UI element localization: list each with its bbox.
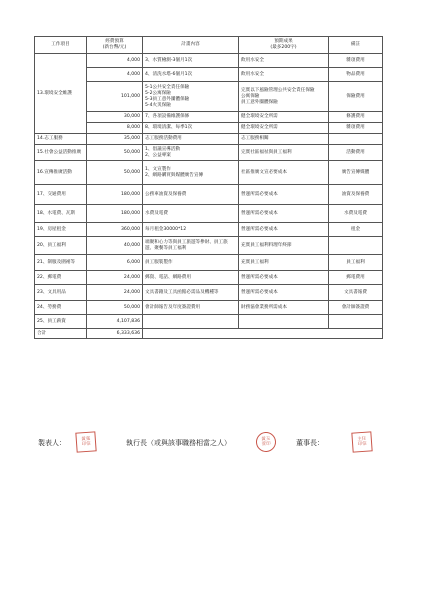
table-row [35,255,383,271]
cell-note: 水費及電費 [329,205,383,223]
cell-item: 15.社會公益活動推廣 [35,145,87,161]
cell-result: 營運所需必要成本 [239,285,329,301]
cell-result: 飲用水安全 [239,54,329,68]
director-stamp-text: 黃玉 萱印 [261,436,271,448]
cell-plan: 會計師報告及年度簽證費用 [143,301,239,315]
cell-item: 20、員工福利 [35,237,87,255]
cell-plan [143,315,239,329]
table-row [35,68,383,82]
header-result-title: 預期成果 [274,39,293,44]
cell-plan: 7、各項設備維護保修 [143,112,239,123]
cell-plan: 文具書籍及工具函館必需品及機種等 [143,285,239,301]
cell-item: 16.宣傳推廣活動 [35,161,87,185]
cell-result [239,315,329,329]
cell-result: 營運所需必要成本 [239,271,329,285]
cell-amount: 180,000 [87,205,143,223]
cell-result: 完實社區福祉與員工福利 [239,145,329,161]
cell-plan: 志工服務活動費用 [143,134,239,145]
budget-sheet [34,36,382,339]
cell-note: 員工福利 [329,255,383,271]
cell-result: 健全環境安全所需 [239,123,329,134]
cell-result: 飲用水安全 [239,68,329,82]
header-item: 工作項目 [35,37,87,54]
cell-note: 活動費用 [329,145,383,161]
cell-plan: 1、倡議宣導活動 2、公益專案 [143,145,239,161]
table-row [35,145,383,161]
cell-item: 13.環境安全維護 [35,54,87,134]
cell-note: 郵電費用 [329,271,383,285]
cell-note: 廣告宣傳媒體 [329,161,383,185]
chair-label: 董事長： [296,439,324,447]
cell-item: 17、交通費用 [35,185,87,205]
cell-amount: 101,000 [87,82,143,112]
cell-plan: 端聚和心力等與員工旅遊等參財、員工旅遊、聚餐等員工福利 [143,237,239,255]
cell-result: 財務協會業務所需成本 [239,301,329,315]
cell-note [329,315,383,329]
cell-plan: 郵資、電話、網路費用 [143,271,239,285]
cell-plan: 水費及電費 [143,205,239,223]
cell-amount: 50,000 [87,161,143,185]
budget-table [34,36,383,339]
header-plan: 計畫內容 [143,37,239,54]
header-budget [87,37,143,54]
chair-stamp [351,431,372,452]
cell-item: 14.志工服務 [35,134,87,145]
cell-result: 社區推廣文宣必要成本 [239,161,329,185]
table-body [35,54,383,339]
cell-amount: 360,000 [87,223,143,237]
maker-label: 製表人： [38,439,66,447]
table-header-row [35,37,383,54]
cell-item: 23、文具用品 [35,285,87,301]
cell-amount: 24,000 [87,271,143,285]
table-row [35,285,383,301]
cell-note: 物品費用 [329,68,383,82]
cell-item: 25、員工薪資 [35,315,87,329]
cell-amount: 180,000 [87,185,143,205]
cell-result: 志工服務相關 [239,134,329,145]
total-row [35,329,383,339]
header-note: 備註 [329,37,383,54]
table-row [35,315,383,329]
table-row [35,123,383,134]
cell-plan: 3、水質檢測-3個月1次 [143,54,239,68]
chair-stamp-text: 主任 印信 [357,436,367,448]
cell-amount: 8,000 [87,123,143,134]
cell-note [329,134,383,145]
cell-note: 雜項費用 [329,54,383,68]
header-budget-title: 經費預算 [105,39,124,44]
table-row [35,223,383,237]
cell-note: 文具書報費 [329,285,383,301]
cell-item: 21、制服及圍裙等 [35,255,87,271]
table-row [35,237,383,255]
cell-note: 保險費用 [329,82,383,112]
cell-amount: 4,000 [87,54,143,68]
cell-note: 雜項費用 [329,123,383,134]
header-result-limit: (最多200字) [270,45,297,50]
header-budget-unit: (新台幣/元) [102,45,127,50]
cell-item: 24、勞務費 [35,301,87,315]
cell-item: 18、水電費、瓦斯 [35,205,87,223]
cell-note: 會計師簽證費 [329,301,383,315]
cell-plan: 4、清洗水塔-6個月1次 [143,68,239,82]
total-empty [143,329,383,339]
cell-result: 營運所需必要成本 [239,223,329,237]
table-row [35,112,383,123]
table-row [35,205,383,223]
table-row [35,271,383,285]
table-row [35,301,383,315]
cell-plan: 8、環境清潔、每季1次 [143,123,239,134]
cell-note: 租金 [329,223,383,237]
signature-area [34,432,384,460]
cell-plan: 1、文宣製作 2、網路購買與媒體廣告宣傳 [143,161,239,185]
total-label: 合計 [35,329,87,339]
director-stamp [255,431,276,452]
cell-plan: 5-1公共安全責任保險 5-2公寓保險 5-3員工意外團體保險 5-4火災保險 [143,82,239,112]
table-row [35,134,383,145]
table-row [35,185,383,205]
cell-amount: 4,107,836 [87,315,143,329]
table-row [35,161,383,185]
cell-amount: 40,000 [87,237,143,255]
cell-amount: 50,000 [87,145,143,161]
cell-plan: 員工服裝製作 [143,255,239,271]
cell-amount: 50,000 [87,301,143,315]
cell-plan: 公務車油資及保養費 [143,185,239,205]
total-amount: 6,333,636 [87,329,143,339]
maker-stamp-text: 黃張 印信 [81,436,91,448]
cell-note: 修護費用 [329,112,383,123]
table-row [35,82,383,112]
cell-result: 充實員工福利 [239,255,329,271]
cell-result: 營運所需必要成本 [239,205,329,223]
cell-note: 油資及保養費 [329,185,383,205]
cell-plan: 每月租金30000*12 [143,223,239,237]
director-label: 執行長（或與該事職務相當之人） [126,439,231,447]
cell-result: 健全環境安全所需 [239,112,329,123]
cell-amount: 4,000 [87,68,143,82]
cell-amount: 35,000 [87,134,143,145]
table-row [35,54,383,68]
header-result [239,37,329,54]
cell-amount: 24,000 [87,285,143,301]
maker-stamp [75,431,96,452]
cell-result: 營運所需必要成本 [239,185,329,205]
cell-result: 充實員工福利料理年終節 [239,237,329,255]
cell-item: 19、房屋租金 [35,223,87,237]
cell-note [329,237,383,255]
cell-item: 22、郵電費 [35,271,87,285]
cell-amount: 6,000 [87,255,143,271]
cell-result: 完實以下風險管理公共安全責任保險 公寓保險 員工意外團體保險 [239,82,329,112]
cell-amount: 30,000 [87,112,143,123]
